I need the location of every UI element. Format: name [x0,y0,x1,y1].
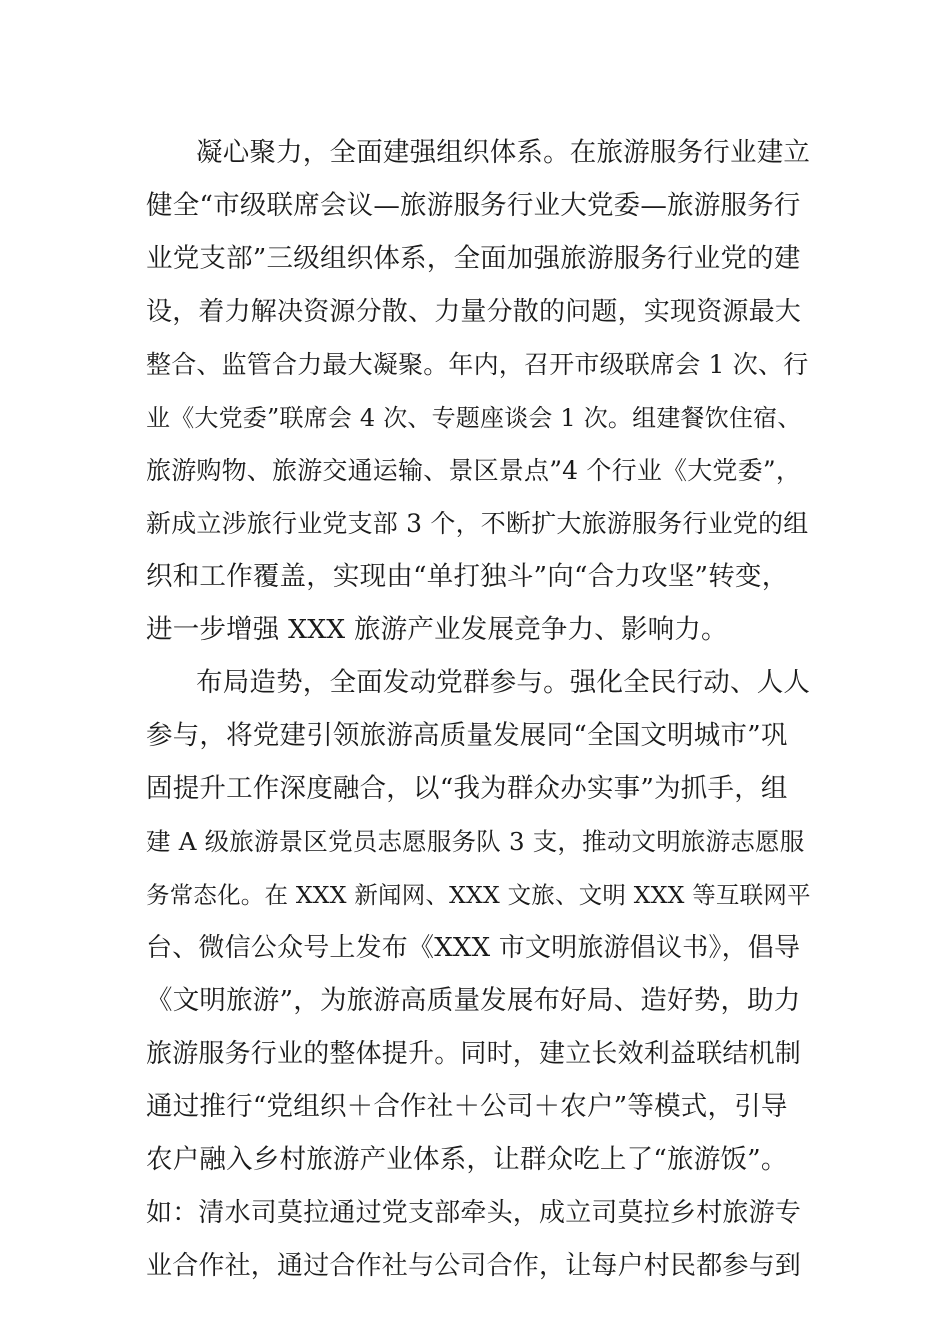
text-line: 业《大党委”联席会 4 次、专题座谈会 1 次。组建餐饮住宿、 [146,404,802,432]
text-line: 进一步增强 XXX 旅游产业发展竞争力、影响力。 [146,614,728,645]
text-line: 务常态化。在 XXX 新闻网、XXX 文旅、文明 XXX 等互联网平 [146,881,811,909]
text-line: 台、微信公众号上发布《XXX 市文明旅游倡议书》，倡导 [146,933,801,963]
text-line: 布局造势，全面发动党群参与。强化全民行动、人人 [196,667,811,698]
text-line: 《文明旅游”，为旅游高质量发展布好局、造好势，助力 [146,985,801,1016]
text-line: 建 A 级旅游景区党员志愿服务队 3 支，推动文明旅游志愿服 [146,827,805,856]
text-line: 新成立涉旅行业党支部 3 个，不断扩大旅游服务行业党的组 [146,509,809,538]
text-line: 整合、监管合力最大凝聚。年内，召开市级联席会 1 次、行 [146,350,809,379]
text-line: 业党支部”三级组织体系，全面加强旅游服务行业党的建 [146,243,801,274]
text-line: 旅游购物、旅游交通运输、景区景点”4 个行业《大党委”， [146,456,802,485]
text-line: 农户融入乡村旅游产业体系，让群众吃上了“旅游饭”。 [146,1144,788,1175]
text-line: 参与，将党建引领旅游高质量发展同“全国文明城市”巩 [146,720,788,751]
text-line: 旅游服务行业的整体提升。同时，建立长效利益联结机制 [146,1039,802,1069]
text-line: 固提升工作深度融合，以“我为群众办实事”为抓手，组 [146,773,788,804]
text-line: 织和工作覆盖，实现由“单打独斗”向“合力攻坚”转变， [146,561,789,592]
text-line: 凝心聚力，全面建强组织体系。在旅游服务行业建立 [196,137,811,168]
text-line: 设，着力解决资源分散、力量分散的问题，实现资源最大 [146,297,802,327]
text-line: 业合作社，通过合作社与公司合作，让每户村民都参与到 [146,1251,802,1281]
text-line: 健全“市级联席会议—旅游服务行业大党委—旅游服务行 [146,190,801,221]
text-line: 如：清水司莫拉通过党支部牵头，成立司莫拉乡村旅游专 [146,1198,802,1228]
text-line: 通过推行“党组织＋合作社＋公司＋农户”等模式，引导 [146,1091,788,1122]
